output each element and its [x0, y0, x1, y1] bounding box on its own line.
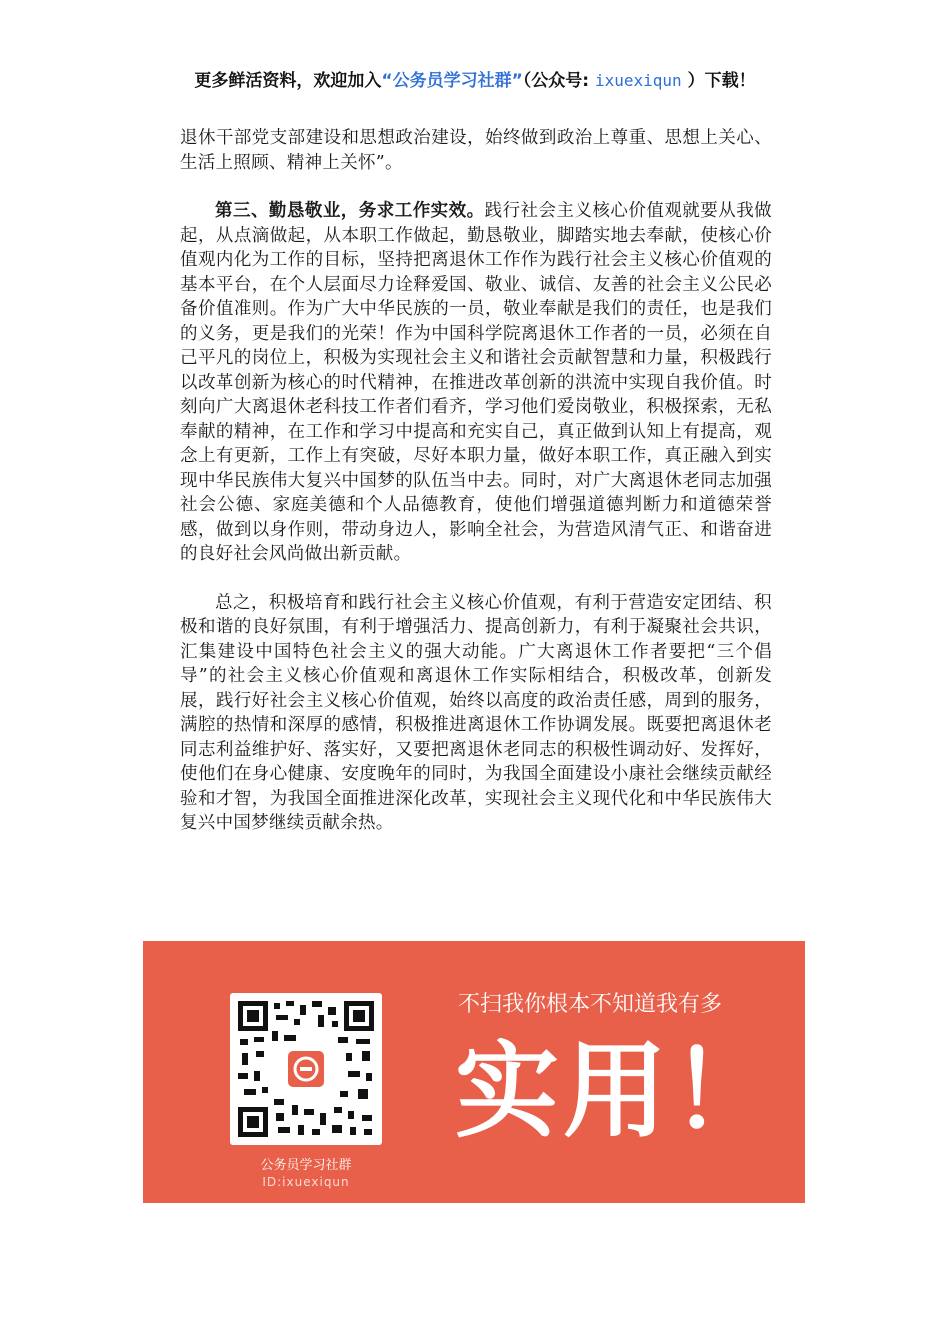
- page-header: [0, 66, 950, 91]
- paragraph-2-body: 践行社会主义核心价值观就要从我做起，从点滴做起，从本职工作做起，勤恳敬业，脚踏实地去奉献，使核心价值观内化为工作的目标，坚持把离退休工作作为践行社会主义核心价值观的基本平台，在个人层面尽力诠释爱国、敬业、诚信、友善的社会主义公民必备价值准则。作为广大中华民族的一员，敬业奉献是我们的责任，也是我们的义务，更是我们的光荣！作为中国科学院离退休工作者的一员，必须在自己平凡的岗位上，积极为实现社会主义和谐社会贡献智慧和力量，积极践行以改革创新为核心的时代精神，在推进改革创新的洪流中实现自我价值。时刻向广大离退休老科技工作者们看齐，学习他们爱岗敬业，积极探索，无私奉献的精神，在工作和学习中提高和充实自己，真正做到认知上有提高，观念上有更新，工作上有突破，尽好本职力量，做好本职工作，真正融入到实现中华民族伟大复兴中国梦的队伍当中去。同时，对广大离退休老同志加强社会公德、家庭美德和个人品德教育，使他们增强道德判断力和道德荣誉感，做到以身作则，带动身边人，影响全社会，为营造风清气正、和谐奋进的良好社会风尚做出新贡献。: [180, 201, 772, 564]
- qr-group-name: 公务员学习社群: [260, 1158, 352, 1173]
- paragraph-2: [180, 199, 772, 567]
- header-account: ixuexiqun: [594, 71, 682, 90]
- document-body: [180, 126, 772, 836]
- paragraph-1: 退休干部党支部建设和思想政治建设，始终做到政治上尊重、思想上关心、生活上照顾、精神上关怀”。: [180, 128, 772, 173]
- header-suffix: ）下载！: [687, 71, 756, 91]
- qr-code-icon: [238, 1001, 374, 1137]
- paragraph-3: 总之，积极培育和践行社会主义核心价值观，有利于营造安定团结、积极和谐的良好氛围，有利于增强活力、提高创新力，有利于凝聚社会共识，汇集建设中国特色社会主义的强大动能。广大离退休工作者要把“三个倡导”的社会主义核心价值观和离退休工作实际相结合，积极改革，创新发展，践行好社会主义核心价值观，始终以高度的政治责任感，周到的服务，满腔的热情和深厚的感情，积极推进离退休工作协调发展。既要把离退休老同志利益维护好、落实好，又要把离退休老同志的积极性调动好、发挥好，使他们在身心健康、安度晚年的同时，为我国全面建设小康社会继续贡献经验和才智，为我国全面推进深化改革，实现社会主义现代化和中华民族伟大复兴中国梦继续贡献余热。: [180, 592, 772, 833]
- banner-big-text: 实用！: [455, 1030, 780, 1152]
- paragraph-2-heading: 第三、勤恳敬业，务求工作实效。: [215, 201, 485, 221]
- banner-slogan: 不扫我你根本不知道我有多: [458, 992, 723, 1017]
- promo-banner: [143, 941, 805, 1203]
- header-mid: （公众号:: [522, 71, 590, 91]
- qr-group-id: ID:ixuexiqun: [262, 1175, 350, 1189]
- header-prefix: 更多鲜活资料，欢迎加入: [194, 71, 382, 91]
- header-group-name: “公务员学习社群”: [381, 71, 523, 91]
- qr-code[interactable]: [230, 993, 382, 1145]
